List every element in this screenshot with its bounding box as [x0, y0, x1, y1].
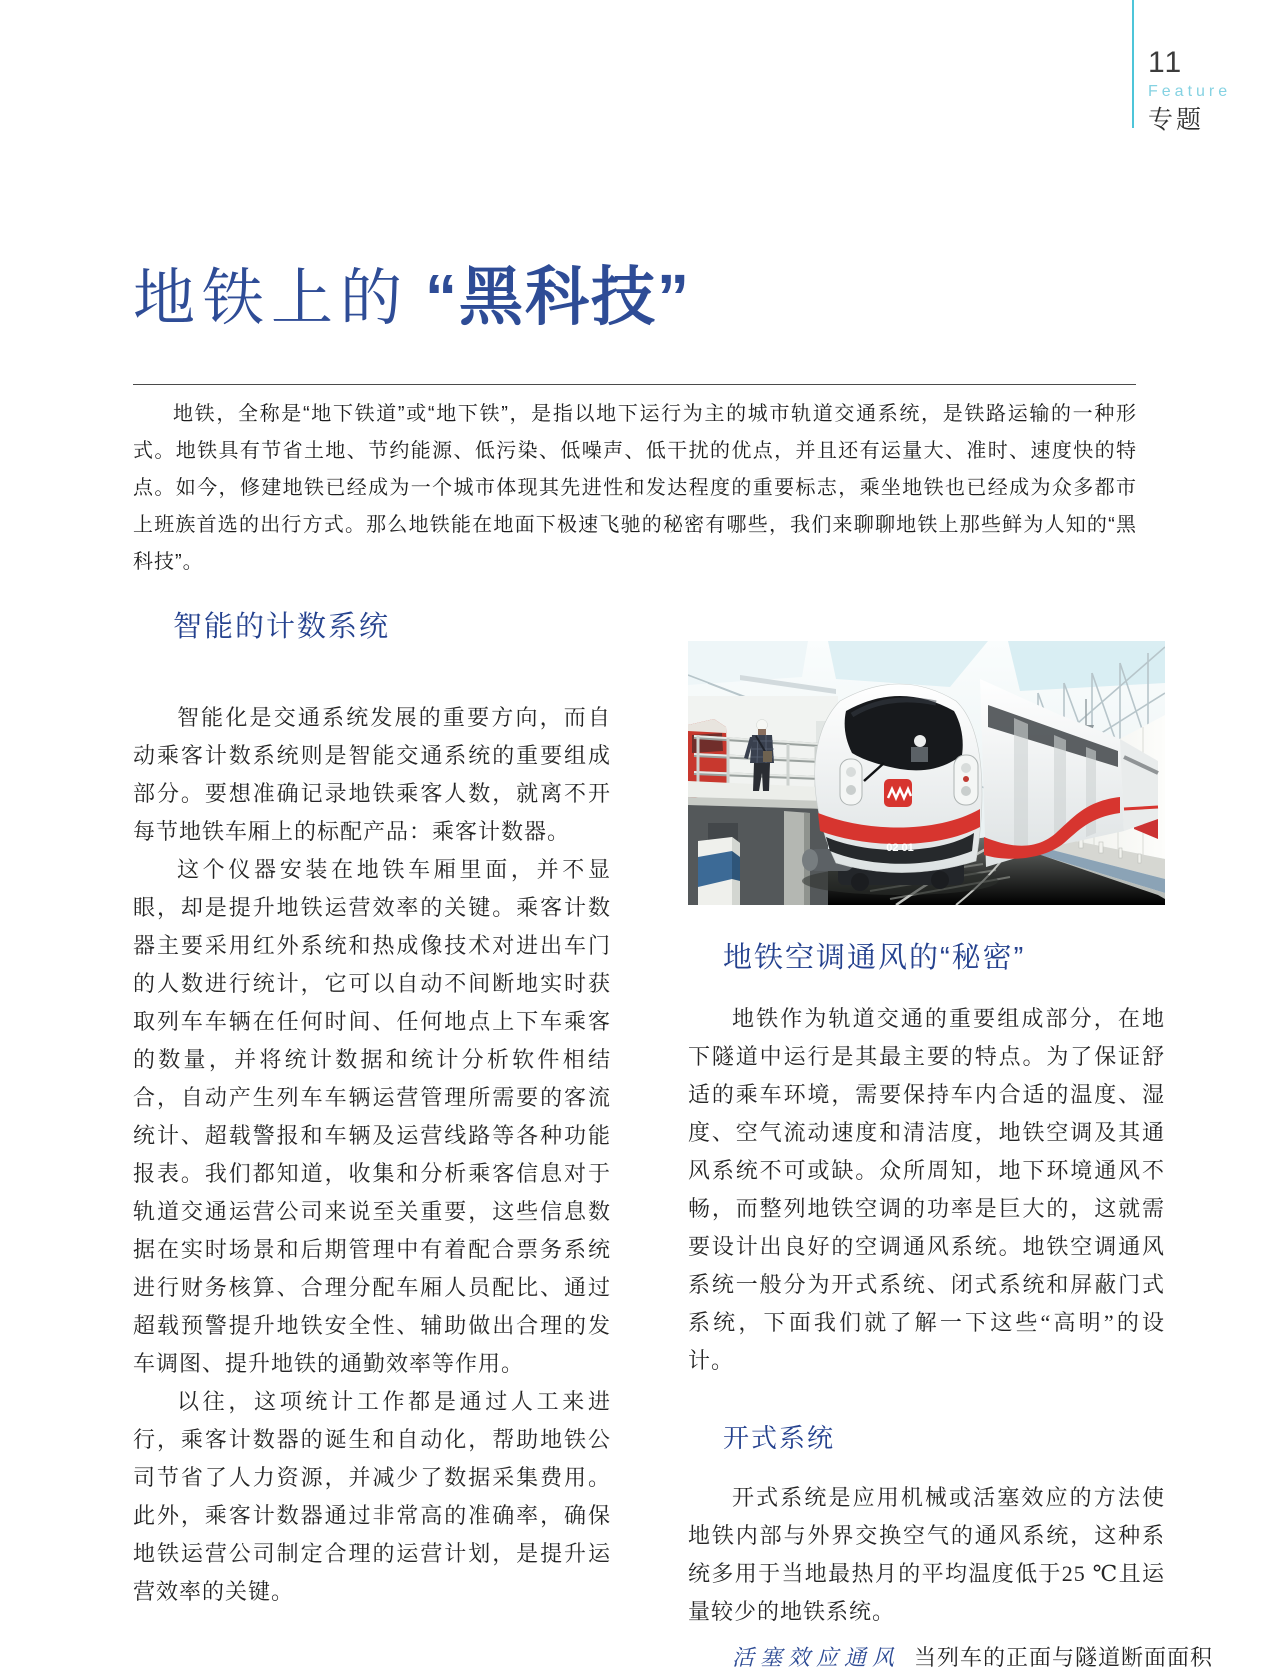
paragraph: 智能化是交通系统发展的重要方向，而自动乘客计数系统则是智能交通系统的重要组成部分。要想准确记录地铁乘客人数，就离不开每节地铁车厢上的标配产品：乘客计数器。	[133, 705, 611, 844]
paragraph: 开式系统是应用机械或活塞效应的方法使地铁内部与外界交换空气的通风系统，这种系统多用于当地最热月的平均温度低于25 ℃且运量较少的地铁系统。	[688, 1485, 1165, 1624]
heading-ventilation: 地铁空调通风的“秘密”	[723, 942, 1026, 974]
article-title-bold: “黑科技”	[425, 261, 692, 333]
right-column	[688, 641, 1214, 1677]
article-title	[133, 246, 691, 338]
left-column	[133, 604, 611, 1611]
paragraph: 以往，这项统计工作都是通过人工来进行，乘客计数器的诞生和自动化，帮助地铁公司节省了人力资源，并减少了数据采集费用。此外，乘客计数器通过非常高的准确率，确保地铁运营公司制定合理的运营计划，是提升运营效率的关键。	[133, 1389, 611, 1604]
title-divider	[133, 384, 1136, 385]
term-piston-effect: 活塞效应通风	[732, 1645, 901, 1670]
paragraph: 这个仪器安装在地铁车厢里面，并不显眼，却是提升地铁运营效率的关键。乘客计数器主要采用红外系统和热成像技术对进出车门的人数进行统计，它可以自动不间断地实时获取列车车辆在任何时间、任何地点上下车乘客的数量，并将统计数据和统计分析软件相结合，自动产生列车车辆运营管理所需要的客流统计、超载警报和车辆及运营线路等各种功能报表。我们都知道，收集和分析乘客信息对于轨道交通运营公司来说至关重要，这些信息数据在实时场景和后期管理中有着配合票务系统进行财务核算、合理分配车厢人员配比、通过超载预警提升地铁安全性、辅助做出合理的发车调图、提升地铁的通勤效率等作用。	[133, 857, 611, 1376]
open-system-body	[688, 1479, 1165, 1631]
section-divider-line	[1132, 0, 1134, 128]
headlight-left	[840, 759, 862, 805]
right-column-body	[688, 1000, 1165, 1380]
paragraph: 地铁作为轨道交通的重要组成部分，在地下隧道中运行是其最主要的特点。为了保证舒适的乘车环境，需要保持车内合适的温度、湿度、空气流动速度和清洁度，地铁空调及其通风系统不可或缺。众所周知，地下环境通风不畅，而整列地铁空调的功率是巨大的，这就需要设计出良好的空调通风系统。地铁空调通风系统一般分为开式系统、闭式系统和屏蔽门式系统，下面我们就了解一下这些“高明”的设计。	[688, 1006, 1165, 1373]
section-label-en: Feature	[1148, 83, 1232, 100]
folio-block	[1148, 46, 1258, 135]
intro-paragraph: 地铁，全称是“地下铁道”或“地下铁”，是指以地下运行为主的城市轨道交通系统，是铁路运输的一种形式。地铁具有节省土地、节约能源、低污染、低噪声、低干扰的优点，并且还有运量大、准时、速度快的特点。如今，修建地铁已经成为一个城市体现其先进性和发达程度的重要标志，乘坐地铁也已经成为众多都市上班族首选的出行方式。那么地铁能在地面下极速飞驰的秘密有哪些，我们来聊聊地铁上那些鲜为人知的“黑科技”。	[133, 403, 1137, 573]
heading-counting-system: 智能的计数系统	[173, 611, 391, 643]
subheading-open-system: 开式系统	[723, 1423, 836, 1453]
left-column-body	[133, 699, 611, 1611]
train-nose	[815, 684, 982, 873]
article-title-regular: 地铁上的	[133, 264, 410, 333]
page-number: 11	[1148, 46, 1184, 79]
driver-helmet	[914, 735, 926, 747]
section-label-zh: 专题	[1148, 106, 1205, 134]
train-number: 02 01	[886, 842, 914, 854]
subway-train-photo	[688, 641, 1165, 905]
piston-effect-line	[688, 1639, 1214, 1677]
term-text: 当列车的正面与隧道断面面积	[914, 1645, 1214, 1670]
depot-pillar	[698, 837, 740, 905]
